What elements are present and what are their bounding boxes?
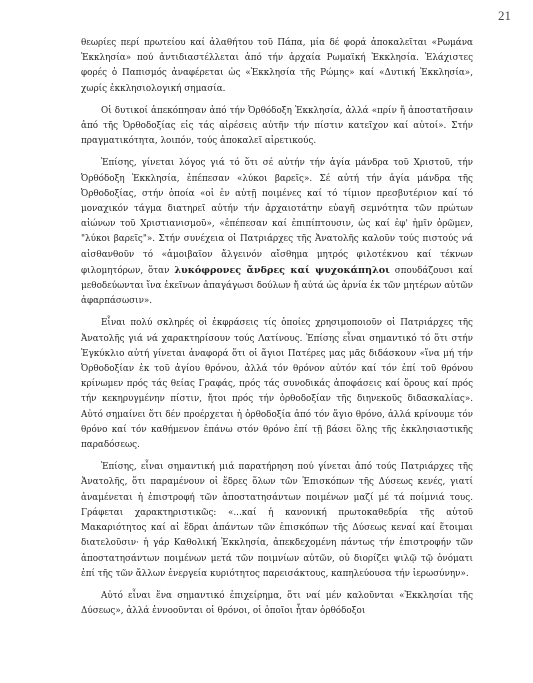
paragraph-text: Ἐπίσης, γίνεται λόγος γιά τό ὅτι σέ αὐτήν τήν ἁγία μάνδρα τοῦ Χριστοῦ, τήν Ὀρθόδοξη Ἐκκλησία, ἐπέπεσαν «λύκοι βαρεῖς». Σέ αὐτή τήν ἁγία μάνδρα τῆς Ὀρθοδοξίας, στήν ὁποία «οἱ ἐν αὐτῇ ποιμένες καί τό τίμιον πρεσβυτέριον καί τό μοναχικόν τάγμα διατηρεῖ αὐτήν τήν ἀρχαιοτάτην εὐαγῆ σεμνότητα τῶν πρώτων αἰώνων τοῦ Χριστιανισμοῦ», «ἐπέπεσαν καί ἐπιπίπτουσιν, ὡς καί ἐφ' ἡμῖν ὁρῶμεν, "λύκοι βαρεῖς"». Στήν συνέχεια οἱ Πατριάρχες τῆς Ἀνατολῆς καλοῦν τούς πιστούς νά αἰσθανθοῦν τό «ἀμοιβαῖον ἄλγεινόν αἴσθημα μητρός φιλοτέκνου καί τέκνων φιλομητόρων, ὅταν (81, 158, 473, 276)
paragraph (81, 104, 473, 150)
paragraph-text: Αὐτό εἶναι ἕνα σημαντικό ἐπιχείρημα, ὅτι ναί μέν καλοῦνται «Ἐκκλησίαι τῆς Δύσεως», ἀλλά ἐννοοῦνται οἱ θρόνοι, οἱ ὁποῖοι ἦταν ὀρθόδοξοι (81, 590, 473, 617)
paragraph-text: Οἱ δυτικοί ἀπεκόπησαν ἀπό τήν Ὀρθόδοξη Ἐκκλησία, ἀλλά «πρίν ἤ ἀποστατῆσαιν ἀπό τῆς Ὀρθοδοξίας εἰς τάς αἱρέσεις αὐτῆν τήν πίστιν κατεῖχον καί αὐτοί». Στήν πραγματικότητα, λοιπόν, τούς ἀποκαλεῖ αἱρετικούς. (81, 105, 473, 147)
page-number: 21 (498, 8, 511, 23)
paragraph (81, 36, 473, 97)
paragraph-text: θεωρίες περί πρωτείου καί ἀλαθήτου τοῦ Πάπα, μία δέ φορά ἀποκαλεῖται «Ρωμάνα Ἐκκλησία» πού ἀντιδιαστέλλεται ἀπό τήν ἀρχαία Ρωμαϊκή Ἐκκλησία. Ἐλάχιστες φορές ὁ Παπισμός ἀναφέρεται ὡς «Ἐκκλησία τῆς Ρώμης» καί «Δυτική Ἐκκλησία», χωρίς ἐκκλησιολογική σημασία. (81, 38, 473, 94)
paragraph-text: Εἶναι πολύ σκληρές οἱ ἐκφράσεις τίς ὁποίες χρησιμοποιοῦν οἱ Πατριάρχες τῆς Ἀνατολῆς γιά νά χαρακτηρίσουν τούς Λατίνους. Ἐπίσης εἶναι σημαντικό τό ὅτι στήν Ἐγκύκλιο αὐτή γίνεται ἀναφορά ὅτι οἱ ἅγιοι Πατέρες μας μᾶς διδάσκουν «ἵνα μή τήν Ὀρθοδοξίαν ἐκ τοῦ ἁγίου θρόνου, ἀλλά τόν θρόνον αὐτόν καί τόν ἐπί τοῦ θρόνου κρίνωμεν πρός τάς θείας Γραφάς, πρός τάς συνοδικάς ἀποφάσεις καί ὅρους καί πρός τήν κεκηρυγμένην πίστιν, ἤτοι πρός τήν ὀρθοδοξίαν τῆς διηνεκοῦς διδασκαλίας». Αὐτό σημαίνει ὅτι δέν προέρχεται ἡ ὀρθοδοξία ἀπό τόν ἅγιο θρόνο, ἀλλά κρίνουμε τόν θρόνο καί τόν καθήμενον ἐπάνω στόν θρόνο ἐπί τῇ βάσει ὅλης τῆς ἐκκλησιαστικῆς παραδόσεως. (81, 318, 473, 451)
bold-phrase: λυκόφρονες ἄνδρες καί ψυχοκάπηλοι (174, 264, 390, 276)
paragraph (81, 316, 473, 453)
paragraph (81, 156, 473, 309)
body-text (81, 36, 473, 626)
paragraph (81, 460, 473, 582)
paragraph-text: Ἐπίσης, εἶναι σημαντική μιά παρατήρηση πού γίνεται ἀπό τούς Πατριάρχες τῆς Ἀνατολῆς, ὅτι παραμένουν οἱ ἕδρες ὅλων τῶν Ἐπισκόπων τῆς Δύσεως κενές, γιατί ἀναμένεται ἡ ἐπιστροφή τῶν ἀποστατησάντων ποιμένων μαζί μέ τά ποίμνιά τους. Γράφεται χαρακτηριστικῶς: «...καί ἡ κανονική πρωτοκαθεδρία τῆς αὐτοῦ Μακαριότητος καί αἱ ἕδραι ἁπάντων τῶν ἐπισκόπων τῆς Δύσεως κεναί καί ἕτοιμαι διατελοῦσιν· ἡ γάρ Καθολική Ἐκκλησία, ἀπεκδεχομένη πάντως τήν ἐπιστροφήν τῶν ἀποστατησάντων ποιμένων μετά τῶν ποιμνίων αὐτῶν, οὐ διορίζει ψιλῷ τῷ ὀνόματι ἐπί τῆς τῶν ἄλλων ἐνεργεία κυριότητος παρεισάκτους, καπηλεύουσα τήν ἱερωσύνην». (81, 462, 473, 579)
paragraph-text: σπουδάζουσι καί μεθοδεύωνται ἵνα ἐκεῖνων ἀπαγάγωσι δούλων ἤ αὐτά ὡς ἀρνία ἐκ τῶν μητέρων αὐτῶν ἀφαρπάσωσιν». (81, 265, 473, 307)
paragraph (81, 589, 473, 619)
